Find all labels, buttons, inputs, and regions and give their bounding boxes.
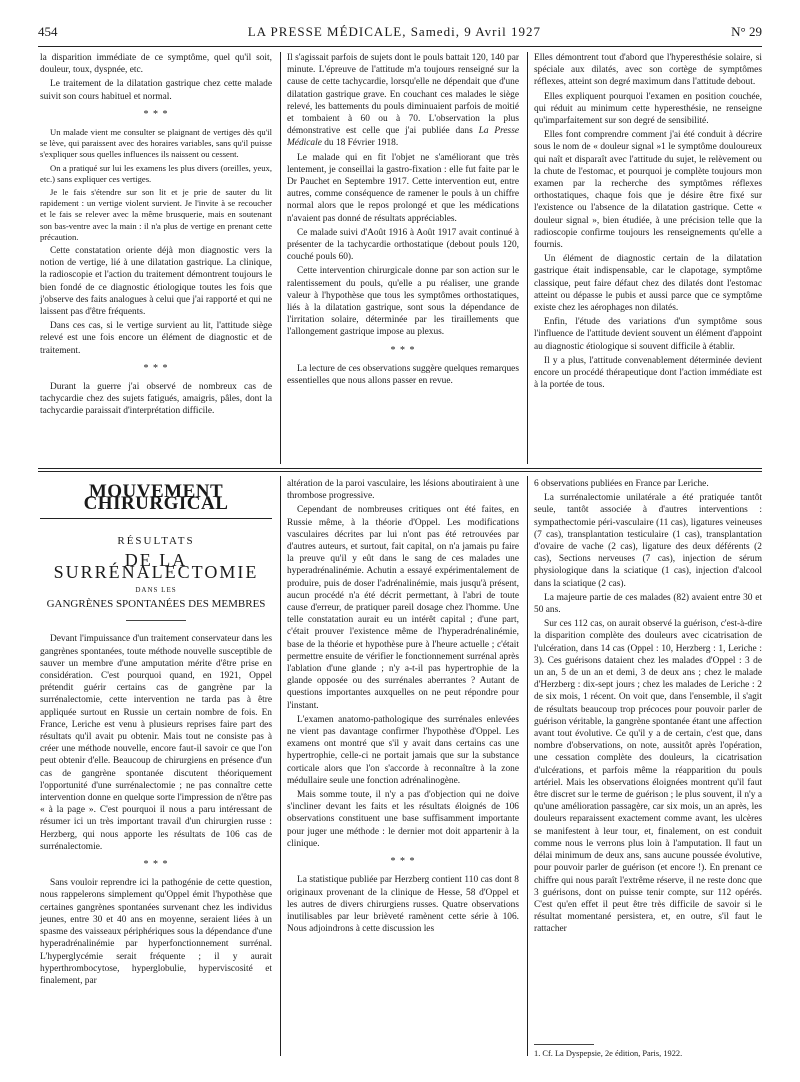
paragraph: On a pratiqué sur lui les examens les plus divers (oreilles, yeux, etc.) sans expliquer ces vertiges. — [40, 162, 272, 184]
paragraph: Elles expliquent pourquoi l'examen en position couchée, qui réduit au minimum cette hyperesthésie, ne renseigne qu'imparfaitement sur son degré de sensibilité. — [534, 91, 762, 127]
paragraph: altération de la paroi vasculaire, les lésions aboutiraient à une thrombose progressive. — [287, 479, 519, 502]
separator-stars: * * * — [143, 859, 169, 871]
paragraph: Ce malade suivi d'Août 1916 à Août 1917 avait continué à présenter de la tachycardie orthostatique (debout pouls 120, couché pouls 60). — [287, 227, 519, 263]
paragraph: la disparition immédiate de ce symptôme, quel qu'il soit, douleur, toux, dyspnée, etc. — [40, 53, 272, 76]
article-connector: DANS LES — [135, 586, 177, 595]
paragraph: La majeure partie de ces malades (82) avaient entre 30 et 50 ans. — [534, 592, 762, 616]
bottom-column-1 — [40, 476, 272, 989]
paragraph: Un malade vient me consulter se plaignant de vertiges dès qu'il se lève, qui paraissent avec des horaires variables, sans qu'il puisse s'expliquer sous quelles influences ils naissent ou cessent. — [40, 127, 272, 160]
paragraph: Sur ces 112 cas, on aurait observé la guérison, c'est-à-dire la disparition complète des douleurs avec cicatrisation de l'ulcération, dans 14 cas (Oppel : 10, Herzberg : 1, Leriche : 3). Ces guérisons dataient chez les malades d'Oppel : 3 de un an, 5 de un an et demi, 3 de deux ans ; chez le malade d'Herzberg : dix-sept jours ; chez les malades de Leriche : 2 de six mois, 1 récent. On voit que, dans l'ensemble, il s'agit de résultats beaucoup trop précoces pour pouvoir parler de guérison véritable, la gangrène spontanée étant une affection avant tout évolutive. Ce qu'il y a de certain, c'est que, dans nombre d'observations, on note, aussitôt après l'opération, une cessation complète des douleurs, la cicatrisation d'ulcérations, et parfois même la réapparition du pouls artériel. Mais les observations éloignées montrent qu'il faut être discret sur le terme de guérison ; le plus souvent, il n'y a qu'une amélioration passagère, car six mois, un an après, les douleurs reparaissent exactement comme avant, les ulcères se manifestent à leur tour, et, finalement, on est conduit comme nous le verrons plus loin à l'amputation. Il faut un délai minimum de deux ans, sans aucune poussée évolutive, pour pouvoir parler de guérison (et encore !). En prenant ce chiffre qui nous paraît l'extrême réserve, il ne reste donc que 3 guérisons, dont on puisse tenir compte, sur 112 opérés. C'est qu'en effet il peut être très difficile de savoir si le résultat momentané persistera, et, en outre, s'il faut le rattacher — [534, 619, 762, 935]
bottom-column-3 — [534, 478, 762, 938]
paragraph: Cependant de nombreuses critiques ont été faites, en Russie même, à la théorie d'Oppel. Les modifications vasculaires décrites par lui n'ont pas été retrouvées par d'autres auteurs, et surtout, fait capital, on n'a jamais pu faire la preuve qu'il y eût dans le sang de ces malades une hyperadrénalinémie. Achutin a essayé expérimentalement de produire, puis de doser l'adrénalinémie, mais jusqu'à présent, aucun procédé n'a été décrit permettant, à l'abri de toute cause d'erreur, de pratiquer pareil dosage chez l'homme. Une telle constatation aurait eu un intérêt capital ; d'une part, c'était prouver l'existence même de l'hyperadrénalinémie, base de la théorie et hypothèse pure à l'heure actuelle ; c'était permettre ensuite de vérifier le fonctionnement surrénal après l'ablation d'une glande ; n'y a-t-il pas hypertrophie de la glande opposée ou des surrénales aberrantes ? Autant de questions importantes auxquelles on ne peut répondre pour l'instant. — [287, 505, 519, 711]
column-divider — [280, 52, 281, 464]
paragraph: Elles démontrent tout d'abord que l'hyperesthésie solaire, si spéciale aux dilatés, avec son cortège de symptômes réflexes, atteint son degré maximum dans l'attitude debout. — [534, 53, 762, 88]
separator-stars: * * * — [143, 108, 169, 120]
footnote-rule — [534, 1044, 594, 1045]
paragraph: Dans ces cas, si le vertige survient au lit, l'attitude siège relevé est une fois encore un élément de diagnostic et de traitement. — [40, 321, 272, 356]
column-divider — [527, 52, 528, 464]
paragraph: Devant l'impuissance d'un traitement conservateur dans les gangrènes spontanées, toute méthode nouvelle susceptible de sauver un membre d'une amputation mérite d'être prise en considération. C'est pourquoi quand, en 1921, Oppel prétendit guérir certains cas de gangrène par la surrénalectomie, cette intervention ne tarda pas à être appliquée surtout en Russie un certain nombre de fois. En France, Leriche est venu à plusieurs reprises faire part des résultats qu'il avait pu obtenir. Mais tout ne consiste pas à créer une méthode nouvelle, encore faut-il savoir ce que l'on peut obtenir d'elle. Beaucoup de chirurgiens en présence d'un cas de gangrène spontanée discutent théoriquement l'opportunité d'une surrénalectomie ; ne pas connaître cette intervention donne en quelque sorte l'impression de n'être pas « à la page ». C'est pourquoi il nous a paru intéressant de résumer ici un très important travail d'un chirurgien russe : Herzberg, qui nous apporte les résultats de 106 cas de surrénalectomie. — [40, 634, 272, 852]
paragraph: 6 observations publiées en France par Leriche. — [534, 479, 709, 489]
page-number: 454 — [38, 24, 58, 39]
section-rule — [38, 471, 762, 472]
separator-stars: * * * — [390, 856, 416, 868]
paragraph: Durant la guerre j'ai observé de nombreux cas de tachycardie chez des sujets fatigués, amaigris, pâles, dont la tachycardie paraissait d'interprétation difficile. — [40, 382, 272, 417]
column-divider — [527, 476, 528, 1056]
journal-title: LA PRESSE MÉDICALE, Samedi, 9 Avril 1927 — [247, 24, 541, 39]
bottom-column-2 — [287, 478, 519, 937]
paragraph: La statistique publiée par Herzberg contient 110 cas dont 8 originaux provenant de la clinique de Hesse, 58 d'Oppel et les autres de divers chirurgiens russes. Quatre observations inutilisables par leur brièveté ramènent cette série à 106. Nous adjoindrons à cette discussion les — [287, 875, 519, 935]
issue-number: N° 29 — [731, 24, 762, 39]
top-column-3 — [534, 52, 762, 393]
paragraph: Mais somme toute, il n'y a pas d'objection qui ne doive s'incliner devant les faits et les résultats éloignés de 106 observations constituent une base suffisamment importante pour juger une méthode : le dernier mot doit appartenir à la clinique. — [287, 790, 519, 849]
article-subtitle: GANGRÈNES SPONTANÉES DES MEMBRES — [46, 598, 266, 611]
paragraph: Le malade qui en fit l'objet ne s'améliorant que très lentement, je conseillai la gastro-fixation : elle fut faite par le Dr Pauchet en Septembre 1917. Cette intervention eut, entre autres, comme conséquence de ramener le pouls à un chiffre normal alors que le repos prolongé et que les médications n'avaient pas donné de résultats appréciables. — [287, 152, 519, 224]
article-title: DE LA SURRÉNALECTOMIE — [53, 549, 259, 582]
paragraph: Le traitement de la dilatation gastrique chez cette malade suivit son cours habituel et normal. — [40, 79, 272, 102]
paragraph: Il y a plus, l'attitude convenablement déterminée devient encore un procédé thérapeutique dont l'action immédiate est à la portée de tous. — [534, 355, 762, 391]
top-column-2 — [287, 52, 519, 389]
column-divider — [280, 476, 281, 1056]
paragraph: Un élément de diagnostic certain de la dilatation gastrique était indispensable, car le clapotage, symptôme classique, peut faire défaut chez des dilatés dont l'estomac atteint ou dépasse le pubis et aussi parce que ce symptôme existe chez les aérophages non dilatés. — [534, 254, 762, 314]
header-rule — [38, 46, 762, 47]
paragraph: Enfin, l'étude des variations d'un symptôme sous l'influence de l'attitude devient souvent un élément d'appoint au diagnostic étiologique si souvent difficile à établir. — [534, 317, 762, 352]
paragraph: La lecture de ces observations suggère quelques remarques essentielles que nous allons passer en revue. — [287, 363, 519, 387]
footnote: 1. Cf. La Dyspepsie, 2e édition, Paris, 1922. — [534, 1049, 683, 1058]
paragraph: Elles font comprendre comment j'ai été conduit à décrire sous le nom de « douleur signal »1 le symptôme douloureux qui naît et disparaît avec l'attitude du sujet, le relèvement ou la chute de l'estomac, et pourquoi je complète toujours mon examen par la recherche des symptômes réflexes orthostatiques, chaque fois que je désire être fixé sur l'existence ou l'absence de la dilatation gastrique. Cette « douleur signal », bien étudiée, à une précision telle que la radioscopie confirme toujours les renseignements qu'elle a fournis. — [534, 130, 762, 251]
paragraph: Cette constatation oriente déjà mon diagnostic vers la notion de vertige, lié à une dilatation gastrique. La clinique, la radioscopie et l'action du traitement démontrent toujours le bien fondé de ce diagnostic étiologique toutes les fois que j'observe des faits analogues à celui que j'ai rapporté et qui ne laissent pas d'être fréquents. — [40, 246, 272, 318]
title-rule — [126, 620, 186, 621]
paragraph: Sans vouloir reprendre ici la pathogénie de cette question, nous rappelerons simplement qu'Oppel émit l'hypothèse que certaines gangrènes spontanées survenant chez les individus jeunes, entre 30 et 40 ans en moyenne, seraient liées à un spasme des vaisseaux périphériques sous la dépendance d'une hyperadrénalinémie par hyperfonctionnement surrénal. L'hyperglycémie serait fréquente ; il y aurait hyperthrombocytose, hyperglobulie, hyperviscosité et finalement, par — [40, 878, 272, 986]
top-column-1 — [40, 52, 272, 420]
paragraph: Je le fais s'étendre sur son lit et je prie de sauter du lit rapidement : un vertige violent survient. Je l'invite à se recoucher et le fais se relever avec la même brusquerie, mais en soutenant son bas-ventre avec la main : il n'a plus de vertige en prenant cette précaution. — [40, 187, 272, 242]
separator-stars: * * * — [143, 362, 169, 374]
paragraph: Il s'agissait parfois de sujets dont le pouls battait 120, 140 par minute. L'épreuve de l'attitude m'a toujours renseigné sur la cause de cette tachycardie, lorsqu'elle ne dépendait que d'une dilatation gastrique grave. En couchant ces malades le siège relevé, les battements du pouls diminuaient parfois de moitié et tombaient à 60 ou à 70. L'observation la plus démonstrative est celle que j'ai publiée dans La Presse Médicale du 18 Février 1918. — [287, 53, 520, 149]
article-kicker: RÉSULTATS — [117, 535, 195, 548]
separator-stars: * * * — [390, 344, 416, 356]
paragraph: L'examen anatomo-pathologique des surrénales enlevées ne vient pas davantage confirmer l'hypothèse d'Oppel. Les examens ont montré que s'il y avait dans certains cas une hypertrophie, celle-ci ne portait jamais que sur la substance corticale alors que l'on s'accorde à reconnaître à la zone médullaire seule une fonction adrénalinogène. — [287, 714, 519, 786]
section-rule — [38, 468, 762, 469]
paragraph: La surrénalectomie unilatérale a été pratiquée tantôt seule, tantôt associée à d'autres interventions : sympathectomie péri-vasculaire (11 cas), ligatures veineuses (7 cas), transplantation testiculaire (1 cas), transplantation d'ovaire de vache (2 cas), ligature des deux déférents (2 cas), Sections nerveuses (7 cas), injection de sérum physiologique dans la sciatique (1 cas), injection d'alcool dans la sciatique (2 cas). — [534, 493, 762, 589]
paragraph: Cette intervention chirurgicale donne par son action sur le ralentissement du pouls, qu'elle a pu réaliser, une grande valeur à l'hypothèse que tous les symptômes orthostatiques, liés à la dilatation gastrique, sont sous la dépendance de l'irritation solaire, déterminée par les tiraillements que l'allongement gastrique impose au plexus. — [287, 266, 519, 338]
section-heading: MOUVEMENT CHIRURGICAL — [40, 476, 272, 519]
page-header — [38, 22, 762, 42]
